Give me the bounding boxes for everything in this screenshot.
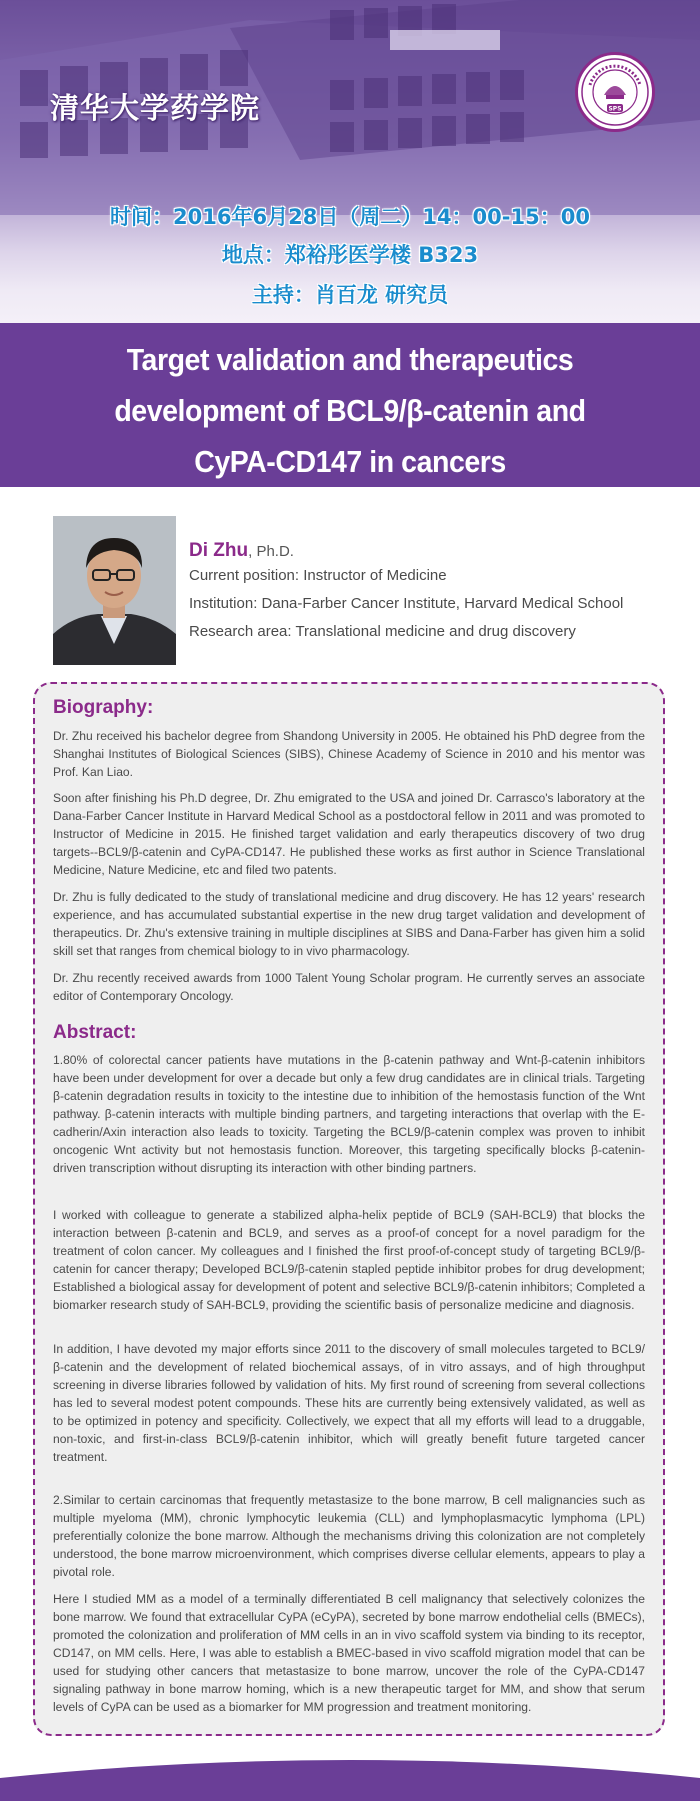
speaker-name: Di Zhu xyxy=(189,540,249,561)
biography-paragraph: Dr. Zhu is fully dedicated to the study of translational medicine and drug discovery. He has 12 years' research experience, and has accumulated substantial expertise in the new drug target validation and development of therapeutics. Dr. Zhu's extensive training in multiple disciplines at SIBS and Dana-Farber has given him a solid skill set that ranges from chemical biology to in vivo pharmacology. xyxy=(53,890,645,958)
abstract-paragraph: 2.Similar to certain carcinomas that frequently metastasize to the bone marrow, B cell malignancies such as multiple myeloma (MM), chronic lymphocytic leukemia (CLL) and lymphoplasmacytic lymphoma (LPL) preferentially colonize the bone marrow. Although the mechanisms driving this colonization are not completely understood, the bone marrow microenvironment, which comprises diverse cellular elements, appears to play a pivotal role. xyxy=(53,1493,645,1579)
abstract-paragraph: Here I studied MM as a model of a terminally differentiated B cell malignancy that selectively colonizes the bone marrow. We found that extracellular CyPA (eCyPA), secreted by bone marrow endothelial cells (BMECs), promoted the colonization and proliferation of MM cells in an in vivo scaffold system via binding to its receptor, CD147, on MM cells. Here, I was able to establish a BMEC-based in vivo scaffold migration model that can be used for studying other cancers that metastasize to bone marrow, uncover the role of the CyPA-CD147 signaling pathway in bone marrow homing, which is a new therapeutic target for MM, and show that serum levels of CyPA can be used as a biomarker for MM progression and treatment monitoring. xyxy=(53,1592,645,1714)
header-banner xyxy=(0,0,700,323)
talk-title-line: Target validation and therapeutics xyxy=(126,342,574,377)
footer-decoration xyxy=(0,1752,700,1801)
abstract-paragraph: 1.80% of colorectal cancer patients have mutations in the β-catenin pathway and Wnt-β-catenin inhibitors have been under development for over a decade but only a few drug candidates are in clinical trials. Targeting β-catenin degradation results in toxicity to the intestine due to inhibition of the hemostasis function of the Wnt pathway. β-catenin interacts with multiple binding partners, and targeting interactions that overlap with the E-cadherin/Axin interaction also leads to toxicity. Targeting the BCL9/β-catenin complex was proven to inhibit oncogenic Wnt activity but not hemostasis function. Moreover, this targeting specifically blocks β-catenin-driven transcription without disrupting its interaction with other binding partners. xyxy=(53,1053,645,1175)
talk-title-line: CyPA-CD147 in cancers xyxy=(194,444,506,479)
biography-paragraph: Dr. Zhu received his bachelor degree from Shandong University in 2005. He obtained his PhD degree from the Shanghai Institutes of Biological Sciences (SIBS), Chinese Academy of Science in 2010 and his mentor was Prof. Kan Liao. xyxy=(53,729,645,779)
event-location: 地点：郑裕彤医学楼 B323 xyxy=(221,243,479,267)
talk-title-line: development of BCL9/β-catenin and xyxy=(114,393,586,428)
university-seal-logo xyxy=(575,52,655,132)
speaker-position: Current position: Instructor of Medicine xyxy=(189,567,447,584)
abstract-paragraph: I worked with colleague to generate a stabilized alpha-helix peptide of BCL9 (SAH-BCL9) that blocks the interaction between β-catenin and BCL9, and serves as a proof-of concept for a novel paradigm for the treatment of colon cancer. My colleagues and I finished the first proof-of-concept study of targeting BCL9/β-catenin for cancer therapy; Developed BCL9/β-catenin stapled peptide inhibitor probes for drug development; Established a biological assay for development of potent and selective BCL9/β-catenin inhibitors; Completed a biomarker research study of SAH-BCL9, providing the scientific basis of personalize medicine and diagnosis. xyxy=(53,1208,645,1312)
school-name: 清华大学药学院 xyxy=(50,91,261,125)
biography-paragraph: Dr. Zhu recently received awards from 1000 Talent Young Scholar program. He currently serves an associate editor of Contemporary Oncology. xyxy=(53,971,645,1003)
abstract-heading: Abstract: xyxy=(53,1022,137,1043)
speaker-institution: Institution: Dana-Farber Cancer Institute, Harvard Medical School xyxy=(189,595,624,612)
svg-text:SPS: SPS xyxy=(608,105,622,113)
speaker-research-area: Research area: Translational medicine and drug discovery xyxy=(189,623,576,640)
biography-paragraph: Soon after finishing his Ph.D degree, Dr. Zhu emigrated to the USA and joined Dr. Carrasco's laboratory at the Dana-Farber Cancer Institute in Harvard Medical School as a postdoctoral fellow in 2011 and was promoted to Instructor of Medicine in 2015. He finished target validation and early therapeutics discovery of two drug targets--BCL9/β-catenin and CyPA-CD147. He published these works as first author in Science Translational Medicine, Nature Medicine, etc and filed two patents. xyxy=(53,791,645,877)
event-time: 时间：2016年6月28日（周二）14：00-15：00 xyxy=(110,205,590,229)
speaker-degree: , Ph.D. xyxy=(248,543,294,560)
speaker-photo xyxy=(53,516,176,665)
talk-title xyxy=(102,334,599,487)
abstract-paragraph: In addition, I have devoted my major efforts since 2011 to the discovery of small molecules targeted to BCL9/β-catenin and the development of related biochemical assays, of in vitro assays, and of high throughput screening in diverse libraries followed by validation of hits. My first round of screening from several collections has led to several modest potent compounds. These hits are currently being extensively validated, as well as to be optimized in potency and specificity. Collectively, we expect that all my efforts will lead to a druggable, non-toxic, and first-in-class BCL9/β-catenin inhibitor, which will greatly benefit future targeted cancer treatment. xyxy=(53,1342,645,1464)
building-background-image xyxy=(0,0,700,323)
biography-heading: Biography: xyxy=(53,697,154,718)
event-host: 主持：肖百龙 研究员 xyxy=(251,283,449,307)
speaker-name-line xyxy=(189,540,294,562)
